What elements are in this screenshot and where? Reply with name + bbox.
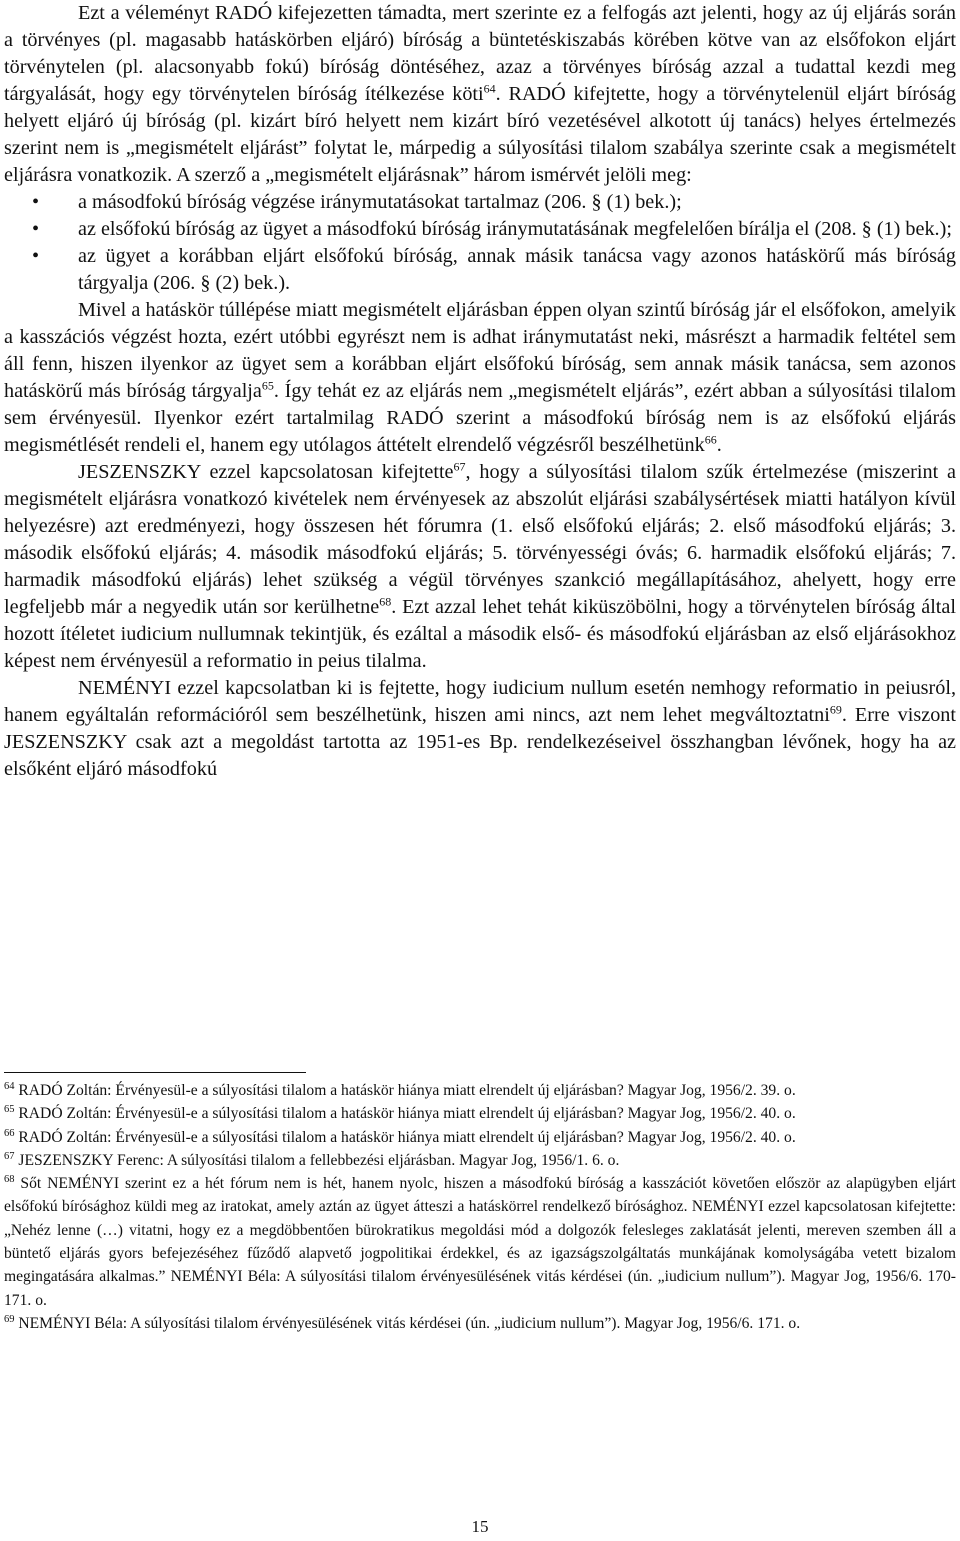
footnote-text: Sőt NEMÉNYI szerint ez a hét fórum nem is hét, hanem nyolc, hiszen a másodfokú bíróság a kasszációt követően először az alapügyben eljárt elsőfokú bírósághoz küldi meg az iratokat, amely aztán az ügyet átteszi a hatáskörrel rendelkező bírósághoz. NEMÉNYI ezzel kapcsolatosan kifejtette: „Nehéz lenne (…) vitatni, hogy ez a megdöbbentően bürokratikus megoldási mód a dolgozók felesleges zaklatását jelenti, mereven szemben áll a büntető eljárás gyors befejezéséhez fűződő alapvető jogpolitikai érdekkel, és az igazságszolgáltatás munkájának komolyságába vetett bizalom megingatására alkalmas.” NEMÉNYI Béla: A súlyosítási tilalom érvényesülésének vitás kérdései (ún. „iudicium nullum”). Magyar Jog, 1956/6. 170-171. o. [4, 1175, 956, 1309]
footnote-68 [4, 1172, 956, 1312]
paragraph-text: . Ezt azzal lehet tehát kiküszöbölni, hogy a törvénytelen bíróság által hozott ítéletet iudicium nullumnak tekintjük, és ezáltal a második első- és másodfokú eljárásban az első eljárásokhoz képest nem érvényesül a reformatio in peius tilalma. [4, 596, 956, 672]
list-item-text: az elsőfokú bíróság az ügyet a másodfokú bíróság iránymutatásának megfelelően bírálja el (208. § (1) bek.); [78, 218, 952, 240]
list-item [4, 216, 956, 243]
bullet-icon: • [32, 218, 40, 240]
paragraph-text: Mivel a hatáskör túllépése miatt megismételt eljárásban éppen olyan szintű bíróság jár el elsőfokon, amelyik a kasszációs végzést hozta, ezért utóbbi egyrészt nem is adhat iránymutatást neki, másrészt a harmadik feltétel sem áll fenn, hiszen ilyenkor az ügyet sem a korábban eljárt elsőfokú bíróság, sem annak másik tanácsa, sem azonos hatáskörű más bíróság tárgyalja [4, 299, 956, 402]
paragraph-text: . Így tehát ez az eljárás nem „megismételt eljárás”, ezért abban a súlyosítási tilalom sem érvényesül. Ilyenkor ezért tartalmilag RADÓ szerint a másodfokú bíróság nem is az elsőfokú eljárás megismétlését rendeli el, hanem egy utólagos áttételt elrendelő végzésről beszélhetünk [4, 380, 956, 456]
list-item [4, 189, 956, 216]
paragraph-text: . RADÓ kifejtette, hogy a törvénytelenül eljárt bíróság helyett eljáró új bíróság (pl. kizárt bíró helyett nem kizárt bíró vezetésével alkotott új tanács) helyes értelmezés szerint nem is „megismételt eljárást” folytat le, márpedig a súlyosítási tilalom szabálya szerinte csak a megismételt eljárásra vonatkozik. A szerző a „megismételt eljárásnak” három ismérvét jelöli meg: [4, 83, 957, 186]
footnotes [4, 1079, 956, 1335]
paragraph-text: . Erre viszont JESZENSZKY csak azt a megoldást tartotta az 1951-es Bp. rendelkezéseivel összhangban lévőnek, hogy ha az elsőként eljáró másodfokú [4, 704, 956, 780]
list-item-text: az ügyet a korábban eljárt elsőfokú bíróság, annak másik tanácsa vagy azonos hatáskörű más bíróság tárgyalja (206. § (2) bek.). [78, 245, 956, 294]
paragraph-text: NEMÉNYI ezzel kapcsolatban ki is fejtette, hogy iudicium nullum esetén nemhogy reformatio in peiusról, hanem egyáltalán reformációról sem beszélhetünk, hiszen ami nincs, azt nem lehet megváltoztatni [4, 677, 956, 726]
footnote-number: 66 [4, 1127, 15, 1139]
footnote-ref-66[interactable]: 66 [704, 432, 717, 447]
page-number: 15 [471, 1517, 489, 1536]
footnote-ref-65[interactable]: 65 [261, 378, 274, 393]
list-item [4, 243, 956, 297]
footnote-text: RADÓ Zoltán: Érvényesül-e a súlyosítási tilalom a hatáskör hiánya miatt elrendelt új eljárásban? Magyar Jog, 1956/2. 40. o. [14, 1105, 796, 1123]
body-text [4, 0, 956, 783]
criteria-list [4, 189, 956, 297]
paragraph-jeszenszky [4, 459, 956, 675]
list-item-text: a másodfokú bíróság végzése iránymutatásokat tartalmaz (206. § (1) bek.); [78, 191, 682, 213]
bullet-icon: • [32, 191, 40, 213]
footnote-ref-68[interactable]: 68 [379, 594, 392, 609]
paragraph-nemenyi [4, 675, 956, 783]
bullet-icon: • [32, 245, 40, 267]
footnote-number: 69 [4, 1313, 15, 1325]
footnote-text: RADÓ Zoltán: Érvényesül-e a súlyosítási tilalom a hatáskör hiánya miatt elrendelt új eljárásban? Magyar Jog, 1956/2. 40. o. [14, 1128, 796, 1146]
footnote-number: 67 [4, 1150, 15, 1162]
paragraph-rado-opinion [4, 0, 956, 189]
footnote-text: RADÓ Zoltán: Érvényesül-e a súlyosítási tilalom a hatáskör hiánya miatt elrendelt új eljárásban? Magyar Jog, 1956/2. 39. o. [14, 1082, 796, 1099]
footnote-separator [4, 1072, 306, 1073]
footnote-66 [4, 1126, 956, 1149]
footnote-65 [4, 1102, 956, 1125]
footnote-64 [4, 1079, 956, 1102]
footnote-ref-64[interactable]: 64 [483, 81, 496, 96]
paragraph-text: JESZENSZKY ezzel kapcsolatosan kifejtette [78, 461, 454, 483]
footnote-69 [4, 1312, 956, 1335]
paragraph-text: . [716, 434, 722, 456]
footnote-ref-69[interactable]: 69 [829, 702, 842, 717]
paragraph-competence [4, 297, 956, 459]
footnote-number: 65 [4, 1104, 15, 1116]
paragraph-text: , hogy a súlyosítási tilalom szűk értelmezése (miszerint a megismételt eljárásra vonatkozó kivételek nem érvényesek az abszolút eljárási szabálysértések miatti hatályon kívül helyezésre) azt eredményezi, hogy összesen hét fórumra (1. első elsőfokú eljárás; 2. első másodfokú eljárás; 3. második elsőfokú eljárás; 4. második másodfokú eljárás; 5. törvényességi óvás; 6. harmadik elsőfokú eljárás; 7. harmadik másodfokú eljárás) lehet szükség a végül törvényes szankció megállapításához, ahelyett, hogy erre legfeljebb már a negyedik után sor kerülhetne [4, 461, 956, 618]
footnote-text: NEMÉNYI Béla: A súlyosítási tilalom érvényesülésének vitás kérdései (ún. „iudicium nullum”). Magyar Jog, 1956/6. 171. o. [14, 1314, 801, 1332]
footnote-number: 64 [4, 1080, 15, 1092]
footnote-ref-67[interactable]: 67 [453, 459, 466, 474]
footnote-text: JESZENSZKY Ferenc: A súlyosítási tilalom a fellebbezési eljárásban. Magyar Jog, 1956/1. 6. o. [14, 1151, 620, 1169]
footnote-number: 68 [4, 1174, 15, 1185]
paragraph-text: Ezt a véleményt RADÓ kifejezetten támadta, mert szerinte ez a felfogás azt jelenti, hogy az új eljárás során a törvényes (pl. magasabb hatáskörben eljáró) bíróság a büntetéskiszabás körében kötve van az elsőfokon eljárt törvénytelen (pl. alacsonyabb fokú) bíróság döntéséhez, azaz a törvényes bíróság azzal a tudattal kezdi meg tárgyalását, hogy egy törvénytelen bíróság ítélkezése köti [4, 2, 956, 105]
footnote-67 [4, 1149, 956, 1172]
